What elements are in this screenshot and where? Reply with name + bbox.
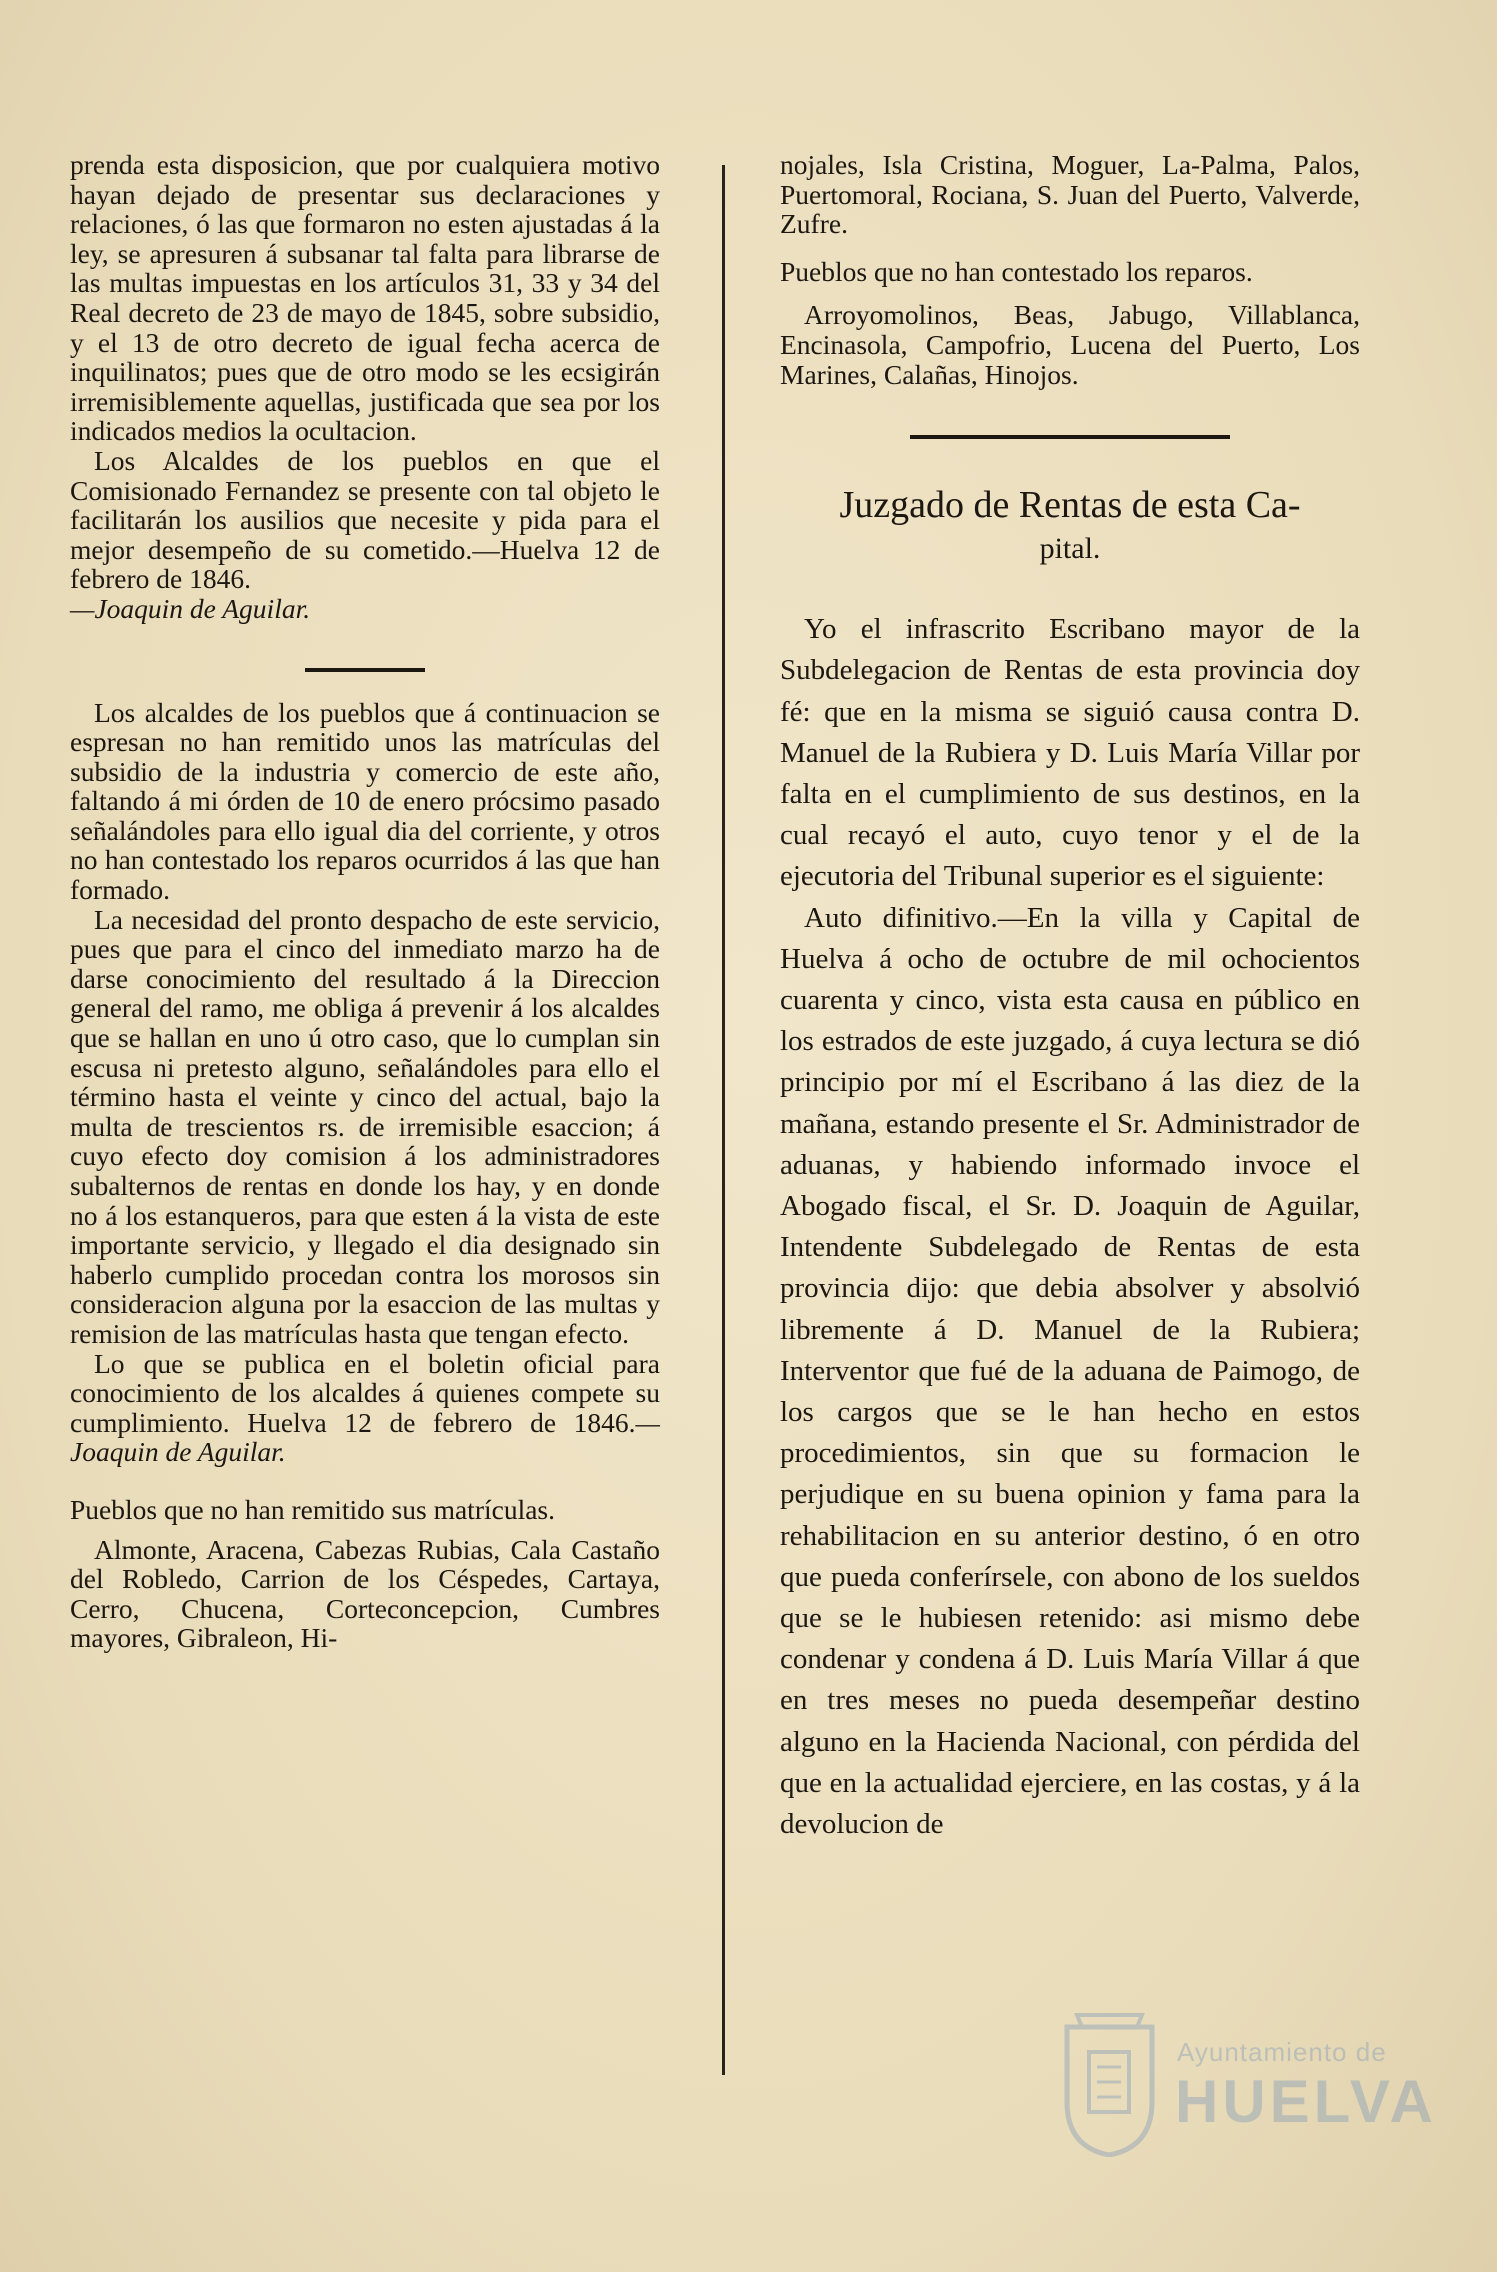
unanswered-repairs-heading: Pueblos que no han contestado los reparos. — [780, 255, 1253, 287]
right-column — [780, 150, 1360, 1845]
watermark-line-2: HUELVA — [1175, 2068, 1437, 2135]
left-column — [70, 150, 660, 1653]
right-paragraph-1: Yo el infrascrito Escribano mayor de la Subdelegacion de Rentas de esta provincia doy fé: que en la misma se siguió causa contra D. Manuel de la Rubiera y D. Luis María Villar por falta en el cumplimiento de sus destinos, en la cual recayó el auto, cuyo tenor y el de la ejecutoria del Tribunal superior es el siguiente: — [780, 613, 1360, 893]
missing-registers-list: Almonte, Aracena, Cabezas Rubias, Cala Castaño del Robledo, Carrion de los Céspedes, Cartaya, Cerro, Chucena, Corteconcepcion, Cumbres mayores, Gibraleon, Hi- — [70, 1533, 660, 1654]
right-paragraph-2: Auto difinitivo.—En la villa y Capital de Huelva á ocho de octubre de mil ochocientos cuarenta y cinco, vista esta causa en público en los estrados de este juzgado, á cuya lectura se dió principio por mí el Escribano á las diez de la mañana, estando presente el Sr. Administrador de aduanas, y habiendo informado invoce el Abogado fiscal, el Sr. D. Joaquin de Aguilar, Intendente Subdelegado de Rentas de esta provincia dijo: que debia absolver y absolvió libremente á D. Manuel de la Rubiera; Interventor que fué de la aduana de Paimogo, de los cargos que se le han hecho en estos procedimientos, sin que su formacion le perjudique en su buena opinion y fama para la rehabilitacion en su anterior destino, ó en otro que pueda conferírsele, con abono de los sueldos que se le hubiesen retenido: asi mismo debe condenar y condena á D. Luis María Villar á que en tres meses no pueda desempeñar destino alguno en la Hacienda Nacional, con pérdida del que en la actualidad ejerciere, en las costas, y á la devolucion de — [780, 901, 1360, 1841]
left-paragraph-5-text: Lo que se publica en el boletin oficial para conocimiento de los alcaldes á quienes compete su cumplimiento. Huelva 12 de febrero de 1846. — [70, 1347, 660, 1438]
signature-2: —Joaquin de Aguilar. — [70, 1406, 660, 1468]
watermark-line-1: Ayuntamiento de — [1177, 2037, 1387, 2067]
left-paragraph-3: Los alcaldes de los pueblos que á continuacion se espresan no han remitido unos las matrículas del subsidio de la industria y comercio de este año, faltando á mi órden de 10 de enero prócsimo pasado señalándoles para ello igual dia del corriente, y otros no han contestado los reparos ocurridos á las que han formado. — [70, 696, 660, 906]
left-paragraph-2: Los Alcaldes de los pueblos en que el Comisionado Fernandez se presente con tal objeto le facilitarán los ausilios que necesite y pida para el mejor desempeño de su cometido.—Huelva 12 de febrero de 1846. — [70, 444, 660, 595]
missing-registers-heading: Pueblos que no han remitido sus matrículas. — [70, 1493, 555, 1525]
coat-of-arms-icon — [1057, 2007, 1162, 2157]
huelva-watermark — [1057, 1987, 1437, 2187]
section-heading-continued: pital. — [1039, 532, 1101, 566]
left-paragraph-4: La necesidad del pronto despacho de este servicio, pues que para el cinco del inmediato marzo ha de darse conocimiento del resultado á la Direccion general del ramo, me obliga á prevenir á los alcaldes que se hallan en uno ú otro caso, que lo cumplan sin escusa ni pretesto alguno, señalándoles para ello el término hasta el veinte y cinco del actual, bajo la multa de trescientos rs. de irremisible esaccion; á cuyo efecto doy comision á los administradores subalternos de rentas en donde los hay, y en donde no á los estanqueros, para que esten á la vista de este importante servicio, y llegado el dia designado sin haberlo cumplido procedan contra los morosos sin consideracion alguna por la esaccion de las multas y remision de las matrículas hasta que tengan efecto. — [70, 903, 660, 1349]
left-paragraph-5 — [70, 1349, 660, 1467]
signature-1: —Joaquin de Aguilar. — [70, 592, 311, 624]
missing-registers-list-continued: nojales, Isla Cristina, Moguer, La-Palma, Palos, Puertomoral, Rociana, S. Juan del Puerto, Valverde, Zufre. — [780, 149, 1360, 240]
section-heading: Juzgado de Rentas de esta Ca- — [839, 484, 1301, 527]
unanswered-repairs-list: Arroyomolinos, Beas, Jabugo, Villablanca, Encinasola, Campofrio, Lucena del Puerto, Los Marines, Calañas, Hinojos. — [780, 299, 1360, 390]
column-divider — [722, 165, 725, 2075]
left-paragraph-1: prenda esta disposicion, que por cualquiera motivo hayan dejado de presentar sus declaraciones y relaciones, ó las que formaron no esten ajustadas á la ley, se apresuren á subsanar tal falta para librarse de las multas impuestas en los artículos 31, 33 y 34 del Real decreto de 23 de mayo de 1845, sobre subsidio, y el 13 de otro decreto de igual fecha acerca de inquilinatos; pues que de otro modo se les ecsigirán irremisiblemente aquellas, justificada que sea por los indicados medios la ocultacion. — [70, 149, 660, 447]
